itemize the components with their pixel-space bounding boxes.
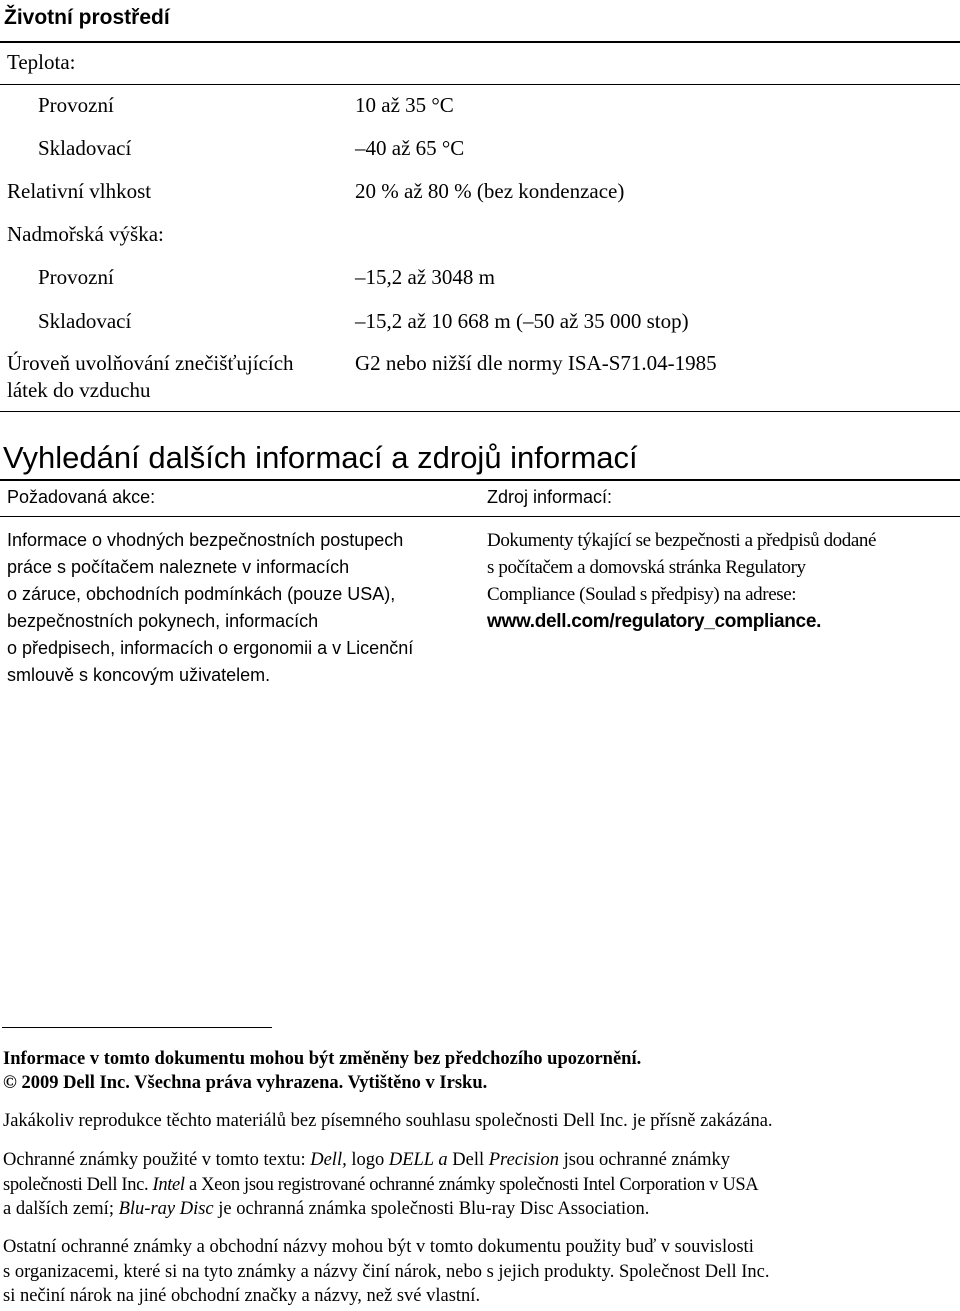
humidity-label: Relativní vlhkost: [7, 179, 152, 203]
action-line: bezpečnostních pokynech, informacích: [7, 611, 319, 631]
alt-operating-label: Provozní: [38, 265, 114, 289]
tm-text: společnosti Dell Inc.: [3, 1174, 153, 1195]
action-line: o předpisech, informacích o ergonomii a v Licenční: [7, 638, 414, 658]
action-line: o záruce, obchodních podmínkách (pouze USA),: [7, 584, 396, 604]
source-line: Compliance (Soulad s předpisy) na adrese:: [487, 584, 797, 605]
altitude-label: Nadmořská výška:: [7, 222, 164, 246]
airborne-value: G2 nebo nižší dle normy ISA-S71.04-1985: [355, 351, 717, 375]
footer-short-rule: [2, 1027, 272, 1028]
column-header-rule: [0, 516, 960, 517]
more-info-top-rule: [0, 479, 960, 481]
more-info-heading: Vyhledání dalších informací a zdrojů informací: [3, 440, 638, 475]
tm-text: a Xeon jsou registrované ochranné známky společnosti Intel Corporation v USA: [184, 1174, 759, 1195]
trademark-line: [3, 1148, 958, 1173]
action-line: smlouvě s koncovým uživatelem.: [7, 665, 271, 685]
tm-text: je ochranná známka společnosti Blu-ray Disc Association.: [213, 1199, 650, 1219]
action-line: práce s počítačem naleznete v informacích: [7, 557, 350, 577]
temp-operating-value: 10 až 35 °C: [355, 93, 454, 117]
trademark-line: [3, 1197, 958, 1222]
other-line: si nečiní nárok na jiné obchodní značky a názvy, než své vlastní.: [3, 1286, 481, 1306]
source-text: [487, 527, 957, 635]
source-line: Dokumenty týkající se bezpečnosti a předpisů dodané: [487, 530, 877, 551]
tm-intel: Intel: [152, 1174, 185, 1195]
alt-storage-label: Skladovací: [38, 309, 132, 333]
trademark-paragraph: [3, 1148, 958, 1222]
tm-bluray: Blu-ray Disc: [118, 1199, 214, 1219]
tm-text: Dell: [447, 1150, 489, 1170]
tm-text: Ochranné známky použité v tomto textu:: [3, 1150, 311, 1170]
temp-operating-label: Provozní: [38, 93, 114, 117]
tm-text: a dalších zemí;: [3, 1199, 119, 1219]
tm-dell-a: DELL a: [388, 1150, 448, 1170]
alt-storage-value: –15,2 až 10 668 m (–50 až 35 000 stop): [355, 309, 689, 333]
tm-precision: Precision: [488, 1150, 559, 1170]
copyright: © 2009 Dell Inc. Všechna práva vyhrazena. Vytištěno v Irsku.: [3, 1073, 488, 1093]
column-header-action: Požadovaná akce:: [7, 487, 156, 507]
temp-storage-label: Skladovací: [38, 136, 132, 160]
regulatory-url-link[interactable]: www.dell.com/regulatory_compliance.: [487, 611, 822, 632]
other-line: s organizacemi, které si na tyto známky a názvy činí nárok, nebo s jejich produkty. Společnost Dell Inc.: [3, 1261, 770, 1282]
other-line: Ostatní ochranné známky a obchodní názvy mohou být v tomto dokumentu použity buď v souvislosti: [3, 1237, 754, 1257]
airborne-label-line2: látek do vzduchu: [7, 378, 151, 402]
divider: [0, 84, 960, 85]
tm-dell: Dell,: [310, 1150, 347, 1170]
environment-heading: Životní prostředí: [4, 6, 170, 29]
tm-text: logo: [346, 1150, 389, 1170]
tm-text: jsou ochranné známky: [558, 1150, 731, 1170]
trademark-line: [3, 1173, 958, 1198]
temp-storage-value: –40 až 65 °C: [355, 136, 465, 160]
action-line: Informace o vhodných bezpečnostních postupech: [7, 530, 404, 550]
alt-operating-value: –15,2 až 3048 m: [355, 265, 495, 289]
action-text: [7, 527, 477, 689]
humidity-value: 20 % až 80 % (bez kondenzace): [355, 179, 625, 203]
change-notice: Informace v tomto dokumentu mohou být změněny bez předchozího upozornění.: [3, 1049, 642, 1069]
other-trademarks-paragraph: [3, 1235, 958, 1309]
airborne-label-line1: Úroveň uvolňování znečišťujících: [7, 351, 294, 375]
reproduction-notice: Jakákoliv reprodukce těchto materiálů bez písemného souhlasu společnosti Dell Inc. je přísně zakázána.: [3, 1111, 773, 1131]
environment-top-rule: [0, 41, 960, 43]
temperature-label: Teplota:: [7, 50, 76, 74]
column-header-source: Zdroj informací:: [487, 487, 613, 507]
environment-bottom-rule: [0, 411, 960, 412]
source-line: s počítačem a domovská stránka Regulatory: [487, 557, 806, 578]
